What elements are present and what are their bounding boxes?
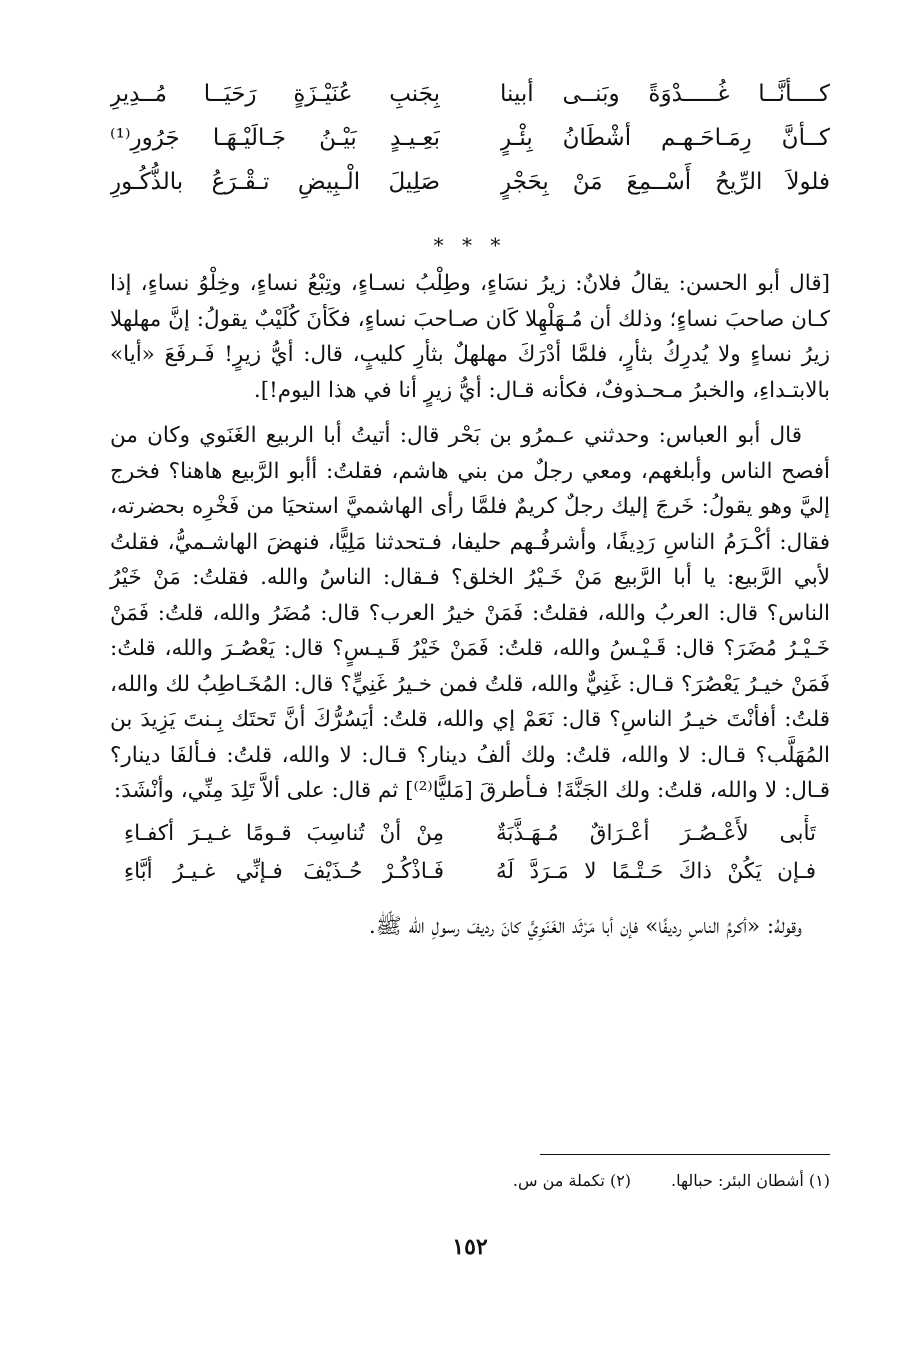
footnote-divider <box>540 1154 830 1155</box>
verse-first-hemistich: كــأنَّ رِمَـاحَـهـم أشْطَانُ بِئْـرٍ <box>500 125 830 151</box>
footnote-2: (٢) تكملة من س. <box>512 1171 632 1190</box>
verse-line <box>110 853 830 891</box>
verse-first-hemistich: فـإن يَكُنْ ذاكَ حَـتْـمًا لا مَـرَدَّ لَهُ <box>496 858 816 884</box>
inner-verse-block <box>110 815 830 891</box>
paragraph-abu-al-abbas: قال أبو العباس: وحدثني عـمرُو بن بَحْر قال: أتيتُ أبا الربيع الغَنَوي وكان من أفصح الناس وأبلغهم، ومعي رجلٌ من بني هاشم، فقلتُ: أأبو الرَّبيع هاهنا؟ فخرج إليَّ وهو يقولُ: خَرجَ إليك رجلٌ كريمٌ فلمَّا رأى الهاشميَّ استحيَا من فَخْرِه بحضرته، فقال: أكْـرَمُ الناسِ رَدِيفًا، وأشرفُـهم حليفا، فـتحدثنا مَلِيًّا، فنهضَ الهاشـميُّ، فقلتُ لأبي الرَّبيع: يا أبا الرَّبيع مَنْ خَـيْرُ الخلق؟ فـقال: الناسُ والله. فقلتُ: مَنْ خَيْرُ الناس؟ قال: العربُ والله، فقلتُ: فَمَنْ خيرُ العرب؟ قال: مُضَرُ والله، قلتُ: فَمَنْ خَـيْـرُ مُضَرَ؟ قال: قَـيْـسُ والله، قلتُ: فَمَنْ خَيْرُ قَـيـسٍ؟ قال: يَعْصُـرَ والله، قلتُ: فَمَنْ خيـرُ يَعْصُرَ؟ قـال: غَنِيٌّ والله، قلتُ فمن خـيرُ غَنِيٍّ؟ قال: المُخَـاطِبُ لك والله، قلتُ: أفأنْتَ خيـرُ الناسِ؟ قال: نَعَمْ إي والله، قلتُ: أيَسُرُّكَ أنَّ تَحتَك بِـنتَ يَزِيدَ بن المُهَلَّب؟ قـال: لا والله، قلتُ: ولك ألفُ دينار؟ قـال: لا والله، قلتُ: فـألفَا دينار؟ قـال: لا والله، قلتُ: ولك الجَنَّةَ! فـأطرقَ [مَليًّا⁽²⁾] ثم قال: على ألاَّ تَلِدَ مِنِّي، وأنْشَدَ: <box>110 423 831 803</box>
verse-second-hemistich: بَعِـيـدٍ بَيْـنُ جَـالَيْـهَـا جَرُورِ⁽¹⁾ <box>110 125 440 151</box>
verse-second-hemistich: صَلِيلَ الْـبِيضِ تـقْـرَعُ بالذُّكُـورِ <box>110 169 440 195</box>
footnotes <box>110 1169 830 1193</box>
top-verse-block <box>110 72 830 204</box>
verse-line <box>110 72 830 116</box>
verse-line <box>110 160 830 204</box>
verse-line <box>110 116 830 160</box>
footnote-1: (١) أشطان البئر: حبالها. <box>671 1171 830 1190</box>
verse-second-hemistich: مِنْ أنْ تُناسِبَ قـومًا غـيـرَ أكفـاءِ <box>124 820 444 846</box>
page-number: ١٥٢ <box>452 1234 488 1260</box>
verse-first-hemistich: تَأْبى لأَعْـصُـرَ أعْـرَاقٌ مُـهَـذَّبَةٌ <box>496 820 816 846</box>
verse-line <box>110 815 830 853</box>
verse-first-hemistich: فلولاَ الرِّيحُ أَسْــمِعَ مَنْ بِحَجْرٍ <box>500 169 830 195</box>
book-page <box>110 72 830 1332</box>
verse-first-hemistich: كــــأنَّــا غُـــــدْوَةً وبَنــى أبينا <box>500 81 830 107</box>
verse-second-hemistich: فَـاذْكُـرْ حُـذَيْفَ فـإنِّي غـيـرُ أبَّاءِ <box>124 858 444 884</box>
section-separator: * * * <box>433 233 507 257</box>
closing-paragraph: وقولهُ: «أكرمُ الناسِ رديفًا» فإن أبا مَرْثَد الغَنَوِيَّ كانَ رديفَ رسولِ الله ﷺ. <box>368 913 802 939</box>
paragraph-abu-al-hasan: [قال أبو الحسن: يقالُ فلانٌ: زيرُ نسَاءٍ، وطِلْبُ نسـاءٍ، وتِبْعُ نساءٍ، وخِلْوُ نساءٍ، إذا كـان صاحبَ نساءٍ؛ وذلك أن مُـهَلْهِلا كَان صـاحبَ نساءٍ، فكَأنَ كُلَيْبٌ يقولُ: إنَّ مهلهلا زيرُ نساءٍ ولا يُدرِكُ بثأرٍ، فلمَّا أدْرَكَ مهلهلٌ بثأرِ كليبٍ، قال: أيُّ زيرٍ! فَـرفَعَ «أيا» بالابتـداءِ، والخبرُ مـحـذوفٌ، فكأنه قـال: أيُّ زيرٍ أنا في هذا اليوم!]. <box>110 271 830 403</box>
verse-second-hemistich: بِجَنبِ عُنَيْـزَةٍ رَحَيَــا مُــدِيرِ <box>110 81 440 107</box>
